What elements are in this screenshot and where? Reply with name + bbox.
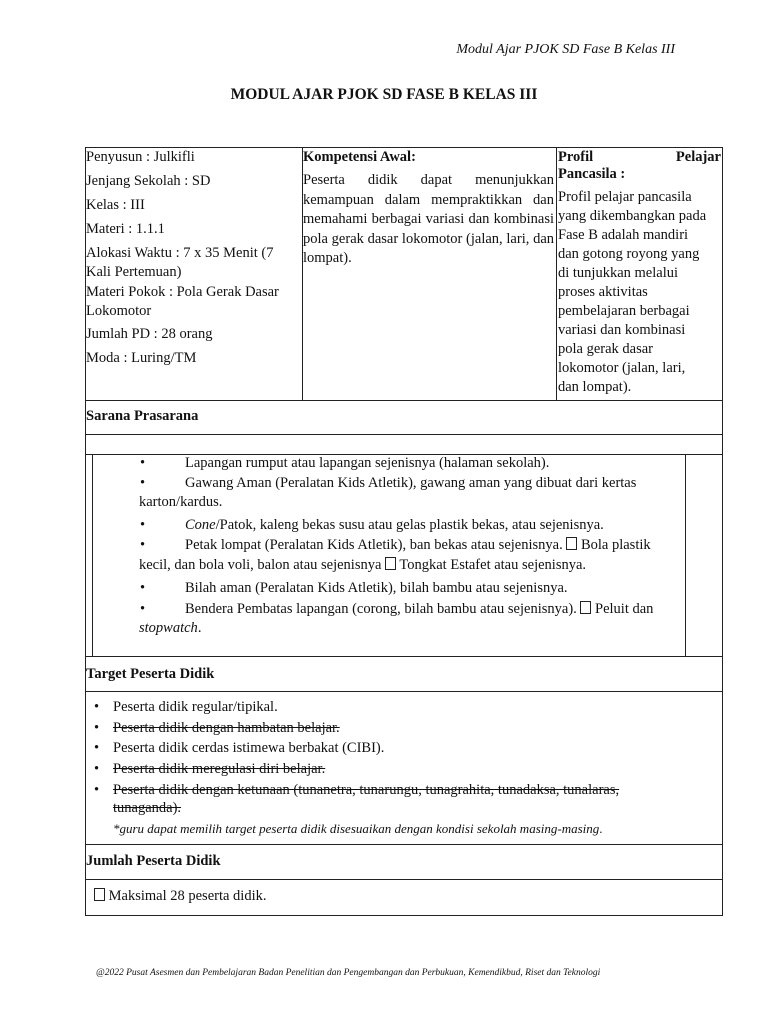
bullet: • xyxy=(140,475,146,491)
profil-line: dan lompat). xyxy=(558,379,632,395)
bullet: • xyxy=(94,740,100,756)
footer-copyright: @2022 Pusat Asesmen dan Pembelajaran Badan Penelitian dan Pengembangan dan Perbukuan, Kemendikbud, Riset dan Teknologi xyxy=(96,968,601,978)
materi-text: Materi : 1.1.1 xyxy=(86,221,165,237)
sarana-item-gawang-cont: karton/kardus. xyxy=(139,494,223,510)
penyusun-text: Penyusun : Julkifli xyxy=(86,149,195,165)
target-item: Peserta didik regular/tipikal. xyxy=(113,699,278,715)
bullet: • xyxy=(94,761,100,777)
profil-line: pembelajaran berbagai xyxy=(558,303,690,319)
profil-line: lokomotor (jalan, lari, xyxy=(558,360,686,376)
bullet: • xyxy=(140,580,146,596)
sarana-item-petak xyxy=(185,536,651,555)
target-item-struck-cont: tunaganda). xyxy=(113,800,182,816)
jumlah-pd-text: Jumlah PD : 28 orang xyxy=(86,326,213,342)
materi-pokok-text: Materi Pokok : Pola Gerak Dasar Lokomotor xyxy=(86,284,279,319)
profil-line: yang dikembangkan pada xyxy=(558,208,707,224)
tongkat-text: Tongkat Estafet atau sejenisnya. xyxy=(399,557,587,573)
peluit-text: Peluit dan xyxy=(595,601,654,617)
bullet: • xyxy=(140,537,146,553)
target-item: Peserta didik cerdas istimewa berbakat (CIBI). xyxy=(113,740,385,756)
profil-heading-word3: Pancasila : xyxy=(558,166,626,182)
sarana-item-cone xyxy=(185,516,604,535)
bullet: • xyxy=(140,517,146,533)
profil-line: di tunjukkan melalui xyxy=(558,265,679,281)
sarana-item-bendera xyxy=(185,600,653,619)
target-note-end: . xyxy=(599,821,603,836)
missing-glyph-icon xyxy=(385,557,396,570)
bullet: • xyxy=(140,455,146,471)
jumlah-heading: Jumlah Peserta Didik xyxy=(86,853,221,869)
target-item-struck: Peserta didik dengan ketunaan (tunanetra, tunarungu, tunagrahita, tunadaksa, tunalaras, xyxy=(113,782,620,798)
jumlah-line xyxy=(94,887,266,906)
moda-text: Moda : Luring/TM xyxy=(86,350,197,366)
cone-rest: /Patok, kaleng bekas susu atau gelas plastik bekas, atau sejenisnya. xyxy=(215,517,604,533)
target-item-struck: Peserta didik meregulasi diri belajar. xyxy=(113,761,326,777)
missing-glyph-icon xyxy=(580,601,591,614)
profil-line: pola gerak dasar xyxy=(558,341,654,357)
sarana-item-petak-cont xyxy=(139,556,586,575)
sarana-heading: Sarana Prasarana xyxy=(86,408,199,424)
bola-text: Bola plastik xyxy=(580,537,651,553)
kompetensi-text: Peserta didik dapat menunjukkan kemampuan dalam mempraktikkan dan memahami berbagai variasi dan kombinasi pola gerak dasar lokomotor (jalan, lari, dan lompat). xyxy=(303,172,554,266)
petak-text: Petak lompat (Peralatan Kids Atletik), ban bekas atau sejenisnya. xyxy=(185,537,563,553)
missing-glyph-icon xyxy=(94,888,105,901)
profil-line: Profil pelajar pancasila xyxy=(558,189,692,205)
profil-line: Fase B adalah mandiri xyxy=(558,227,689,243)
running-header: Modul Ajar PJOK SD Fase B Kelas III xyxy=(456,42,675,57)
sarana-item-bendera-cont xyxy=(139,619,201,638)
target-note xyxy=(113,819,603,838)
profil-line: dan gotong royong yang xyxy=(558,246,700,262)
stopwatch-word: stopwatch xyxy=(139,620,198,636)
profil-line: variasi dan kombinasi xyxy=(558,322,686,338)
profil-line: proses aktivitas xyxy=(558,284,648,300)
alokasi-text: Alokasi Waktu : 7 x 35 Menit (7 Kali Pertemuan) xyxy=(86,245,274,280)
sarana-item-gawang: Gawang Aman (Peralatan Kids Atletik), gawang aman yang dibuat dari kertas xyxy=(185,475,637,491)
kompetensi-heading: Kompetensi Awal: xyxy=(303,149,416,165)
target-item-struck: Peserta didik dengan hambatan belajar. xyxy=(113,720,340,736)
bendera-text: Bendera Pembatas lapangan (corong, bilah bambu atau sejenisnya). xyxy=(185,601,577,617)
kelas-text: Kelas : III xyxy=(86,197,145,213)
jenjang-text: Jenjang Sekolah : SD xyxy=(86,173,211,189)
stopwatch-dot: . xyxy=(197,620,202,636)
target-heading: Target Peserta Didik xyxy=(86,666,215,682)
missing-glyph-icon xyxy=(566,537,577,550)
target-note-text: *guru dapat memilih target peserta didik disesuaikan dengan kondisi sekolah masing-masing xyxy=(113,821,600,836)
document-title: MODUL AJAR PJOK SD FASE B KELAS III xyxy=(230,86,538,103)
profil-heading-word2: Pelajar xyxy=(675,149,721,165)
sarana-item-bilah: Bilah aman (Peralatan Kids Atletik), bilah bambu atau sejenisnya. xyxy=(185,580,568,596)
bullet: • xyxy=(94,699,100,715)
sarana-item-lapangan: Lapangan rumput atau lapangan sejenisnya (halaman sekolah). xyxy=(185,455,550,471)
jumlah-text: Maksimal 28 peserta didik. xyxy=(108,888,267,904)
bullet: • xyxy=(140,601,146,617)
bola-voli-text: kecil, dan bola voli, balon atau sejenisnya xyxy=(139,557,382,573)
profil-heading-word1: Profil xyxy=(558,149,594,165)
bullet: • xyxy=(94,782,100,798)
bullet: • xyxy=(94,720,100,736)
cone-word: Cone xyxy=(185,517,216,533)
